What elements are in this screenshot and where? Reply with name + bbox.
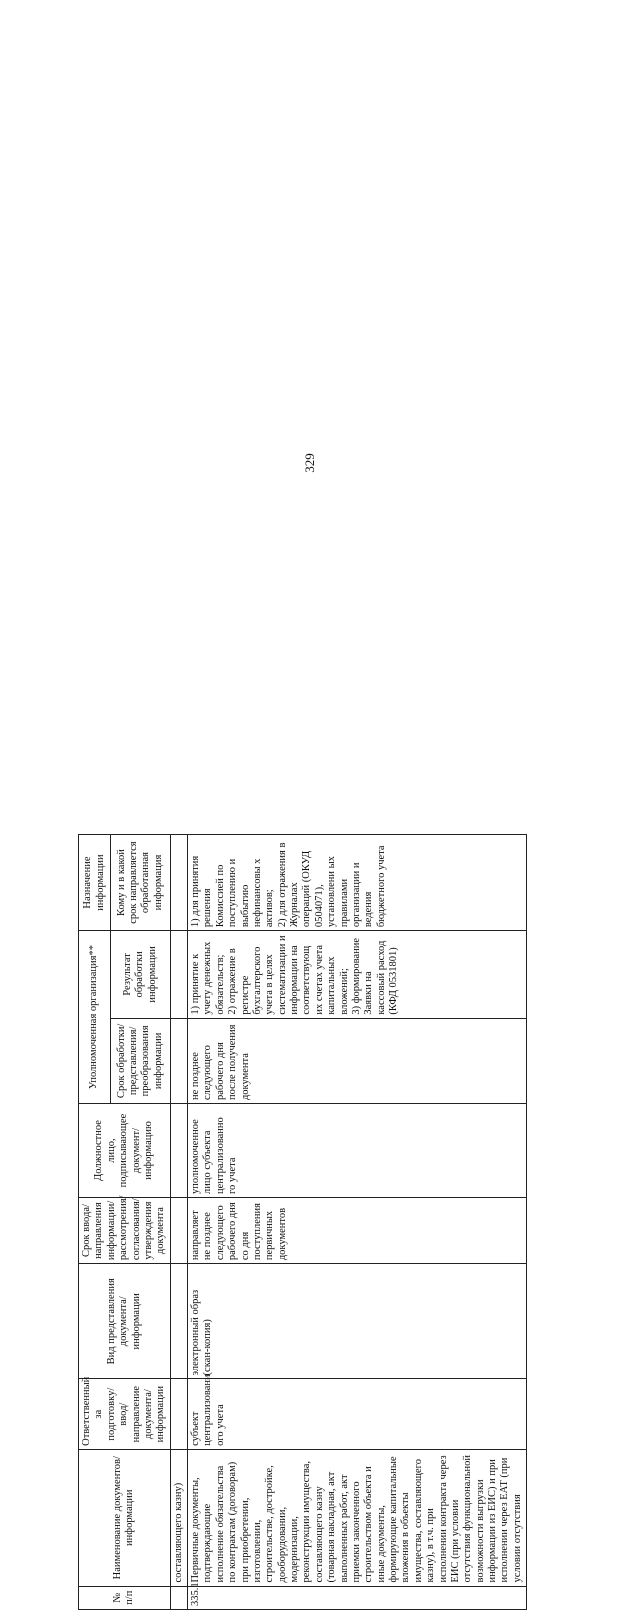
header-responsible: Ответственный за подготовку/ ввод/ направление документа/ информации (79, 1379, 171, 1449)
cont-name: составляющего казну) (170, 1449, 187, 1586)
header-deadline: Срок ввода/ направления информации/ рассмотрения/ согласования/ утверждения документа (79, 1197, 171, 1263)
header-purpose: Назначение информации (79, 835, 111, 931)
row-name: Первичные документы, подтверждающие исполнение обязательства по контрактам (договорам) при приобретении, изготовлении, строительстве, достройке, дооборудовании, модернизации, реконструкции имущества, составляющего казну (товарная накладная, акт выполненных работ, акт приемки законченного строительством объекта и иные документы, формирующие капитальные вложения в объекты имущества, составляющего казну), в т.ч. при исполнении контракта через ЕИС (при условии отсутствия функциональной возможности выгрузки информации из ЕИС) и при исполнении через ЕАТ (при условии отсутствия (188, 1449, 527, 1586)
header-org-result: Результат обработки информации (111, 931, 170, 1019)
row-deadline: направляет не позднее следующего рабочего дня со дня поступления первичных документов (188, 1197, 527, 1263)
cont-cell (170, 1197, 187, 1263)
cont-cell (170, 1104, 187, 1198)
document-table (78, 834, 527, 1610)
page-number: 329 (301, 453, 317, 473)
cont-cell (170, 1018, 187, 1103)
table-row (188, 835, 527, 1610)
continuation-row (170, 835, 187, 1610)
row-responsible: субъект централизовани ого учета (188, 1379, 527, 1449)
header-view: Вид представления документа/ информации (79, 1264, 171, 1379)
cont-cell (170, 835, 187, 931)
header-row (79, 835, 111, 1610)
cont-cell (170, 1264, 187, 1379)
row-org-term: не позднее следующего рабочего дня после получения документа (188, 1018, 527, 1103)
cont-num (170, 1586, 187, 1609)
row-purpose: 1) для принятия решения Комиссией по поступлению и выбытию нефинансовы х активов; 2) для отражения в Журналах операций (ОКУД 0504071), установлени ых правилами организации и ведения бюджетного учета (188, 835, 527, 931)
row-view: электронный образ (скан-копия) (188, 1264, 527, 1379)
header-org-group: Уполномоченная организация** (79, 931, 111, 1104)
row-num: 335.1 (188, 1586, 527, 1609)
header-purpose-sub: Кому и в какой срок направляется обработанная информация (111, 835, 170, 931)
row-org-result: 1) принятие к учету денежных обязательств; 2) отражение в регистре бухгалтерского учета в целях систематизации и информации на соответствующ их счетах учета капитальных вложений; 3) формирование Заявки на кассовый расход (КФД 0531801) (188, 931, 527, 1019)
header-num: № п/п (79, 1586, 171, 1609)
row-official: уполномоченное лицо субъекта централизованно го учета (188, 1104, 527, 1198)
rotated-page (78, 834, 565, 1610)
header-name: Наименование документов/информации (79, 1449, 171, 1586)
header-org-term: Срок обработки/ представления/ преобразования информации (111, 1018, 170, 1103)
cont-cell (170, 931, 187, 1019)
cont-cell (170, 1379, 187, 1449)
header-official: Должностное лицо, подписывающее документ/ информацию (79, 1104, 171, 1198)
